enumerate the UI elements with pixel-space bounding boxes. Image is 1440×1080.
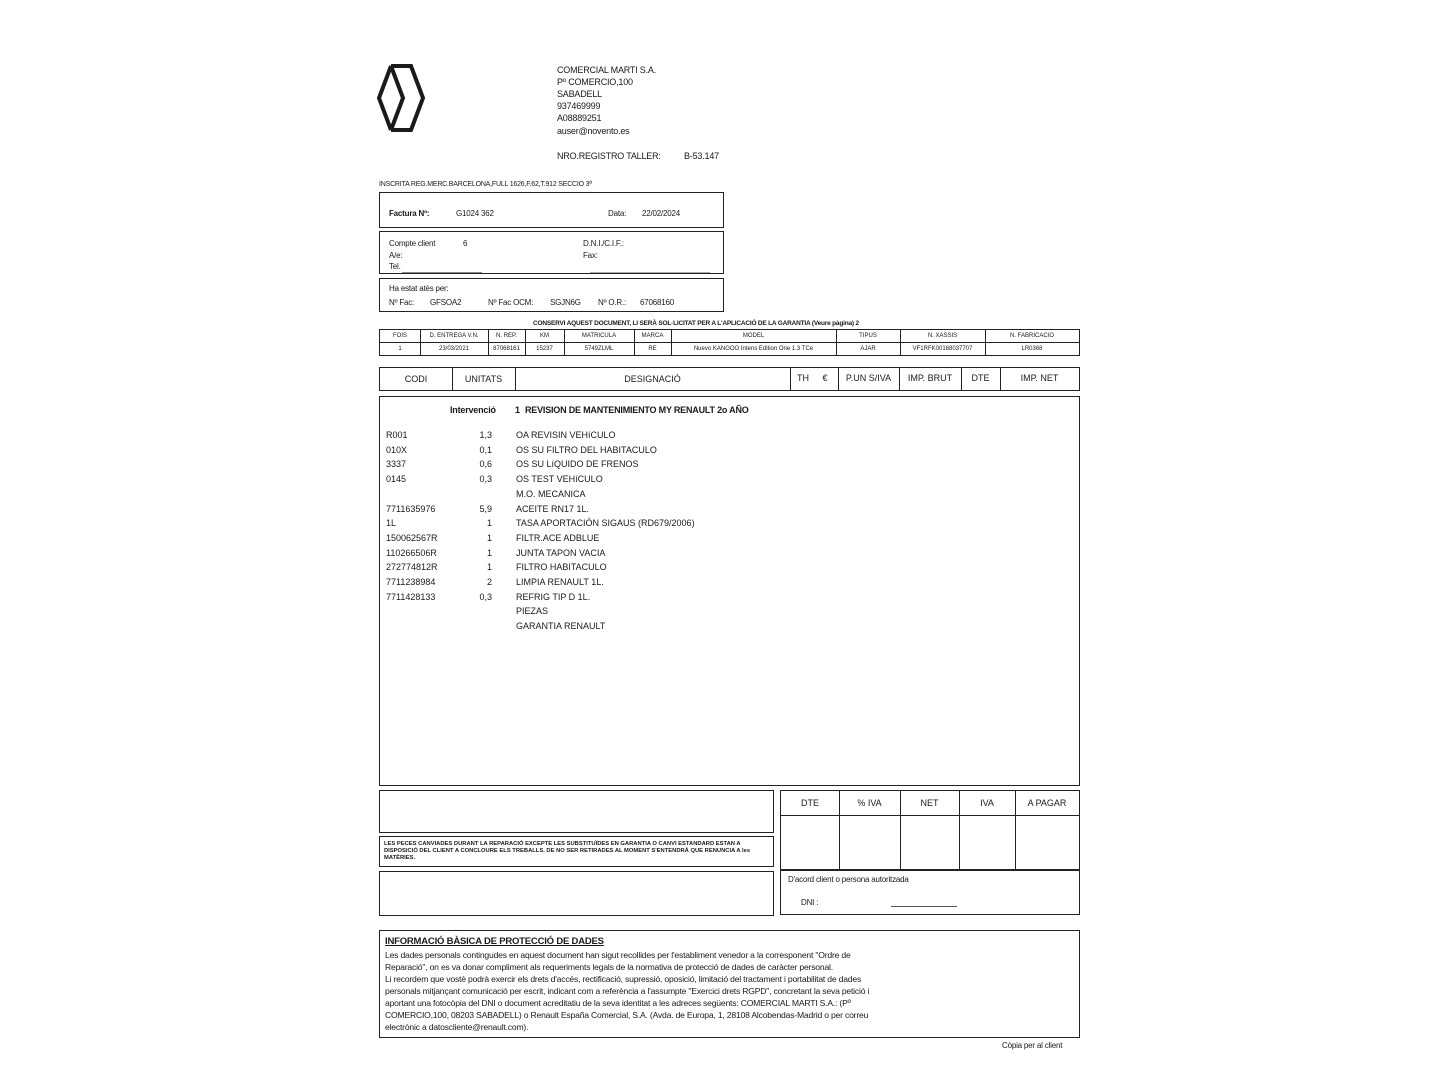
lines-body xyxy=(379,396,1080,786)
company-email: auser@novento.es xyxy=(557,126,630,136)
parts-notice: LES PECES CANVIADES DURANT LA REPARACIÓ EXCEPTE LES SUBSTITUÏDES EN GARANTIA O CANVI ESTANDARD ESTAN A DISPOSICIÓ DEL CLIENT A CONCLOURE ELS TREBALLS. DE NO SER RETIRADES AL MOMENT S'ENTENDRÀ QUE RENUNCIA A les MATÈRIES. xyxy=(384,841,751,861)
client-box xyxy=(379,231,724,274)
client-account-label: Compte client xyxy=(389,239,436,248)
signature-label: D'acord client o persona autoritzada xyxy=(788,875,909,884)
vehicle-header-model: MODEL xyxy=(742,333,765,339)
invoice-date-label: Data: xyxy=(608,209,627,218)
signature-box xyxy=(780,870,1080,915)
vehicle-table xyxy=(379,329,1080,356)
company-address: Pº COMERCIO,100 xyxy=(557,77,633,87)
header-currency: € xyxy=(822,373,828,383)
line-item: 110266506R 1 JUNTA TAPON VACIA xyxy=(386,547,606,558)
privacy-line: COMERCIO,100, 08203 SABADELL) o Renault España Comercial, S.A. (Avda. de Europa, 1, 28108 Alcobendas-Madrid o per correu xyxy=(385,1010,869,1020)
line-item: R001 1,3 OA REVISIN VEHíCULO xyxy=(386,430,616,440)
client-account-value: 6 xyxy=(463,239,468,248)
client-fax-label: Fax: xyxy=(583,251,598,260)
vehicle-value-brand: RE xyxy=(648,346,657,352)
attended-fac-value: GFSOA2 xyxy=(430,298,462,307)
totals-header-vat: IVA xyxy=(980,798,994,808)
line-item: PIEZAS xyxy=(516,606,549,617)
signature-dni-label: DNI : xyxy=(801,898,819,907)
signature-line xyxy=(891,906,957,907)
header-net: IMP. NET xyxy=(1020,373,1059,383)
company-name: COMERCIAL MARTI S.A. xyxy=(557,65,657,75)
invoice-number-value: G1024 362 xyxy=(456,209,494,218)
lines-header xyxy=(379,367,1080,391)
line-item: 1L 1 TASA APORTACIÓN SIGAUS (RD679/2006) xyxy=(386,518,695,529)
vehicle-value-type: AJAR xyxy=(860,346,876,352)
header-unit-price: P.UN S/IVA xyxy=(845,373,892,383)
attended-or-value: 67068160 xyxy=(640,298,674,307)
vehicle-header-km: KM xyxy=(540,333,549,339)
company-phone: 937469999 xyxy=(557,101,601,111)
header-units: UNITATS xyxy=(464,374,503,384)
parts-notice-box xyxy=(379,836,774,867)
privacy-line: personals mitjançant comunicació per escrit, indicant com a referència a l'assumpte "Exercici drets RGPD", concretant la seva petició i xyxy=(385,986,870,996)
intervention-title: REVISION DE MANTENIMIENTO MY RENAULT 2o AÑO xyxy=(525,405,749,415)
line-item: 7711238984 2 LIMPIA RENAULT 1L. xyxy=(386,577,604,587)
attended-or-label: Nº O.R.: xyxy=(598,298,626,307)
vehicle-value-rep: 87068161 xyxy=(493,346,520,352)
vehicle-value-delivery: 23/03/2021 xyxy=(438,346,470,352)
header-th: TH xyxy=(797,373,809,383)
invoice-box xyxy=(379,192,724,228)
totals-header-net: NET xyxy=(920,798,939,808)
privacy-line: aportant una fotocòpia del DNI o document acreditatiu de la seva identitat a les adreces següents: COMERCIAL MARTI S.A.: (Pº xyxy=(385,998,851,1008)
line-item: 150062567R 1 FILTR.ACE ADBLUE xyxy=(386,532,600,543)
line-item: 0145 0,3 OS TEST VEHíCULO xyxy=(386,474,603,485)
vehicle-value-model: Nuevo KANGOO Intens Edition One 1.3 TCe xyxy=(693,346,814,352)
invoice-date-value: 22/02/2024 xyxy=(642,209,681,218)
attended-ocm-value: SGJN6G xyxy=(550,298,581,307)
attended-label: Ha estat atès per: xyxy=(389,284,449,293)
totals-header-vat-pct: % IVA xyxy=(857,798,882,808)
header-code: CODI xyxy=(404,374,428,384)
invoice-number-label: Factura Nº: xyxy=(389,209,430,218)
intervention-label: Intervenció xyxy=(450,405,496,415)
vehicle-value-fois: 1 xyxy=(398,346,402,352)
vehicle-header-chassis: N. XASSIS xyxy=(927,333,958,339)
totals-header-discount: DTE xyxy=(801,798,819,808)
line-item: 272774812R 1 FILTRO HABITACULO xyxy=(386,562,607,573)
line-item: 010X 0,1 OS SU FILTRO DEL HABITACULO xyxy=(386,444,657,455)
renault-logo-icon xyxy=(374,64,428,132)
vehicle-header-brand: MARCA xyxy=(641,333,664,339)
company-cif: A08889251 xyxy=(557,113,602,123)
vehicle-value-km: 15237 xyxy=(536,346,553,352)
intervention-number: 1 xyxy=(515,405,520,415)
workshop-registry-label: NRO.REGISTRO TALLER: xyxy=(557,151,661,161)
vehicle-value-chassis: VF1RFK00168037707 xyxy=(912,346,973,352)
vehicle-header-plate: MATRICULA xyxy=(581,333,617,339)
privacy-title: INFORMACIÓ BÀSICA DE PROTECCIÓ DE DADES xyxy=(385,936,604,947)
client-attn-label: A/e: xyxy=(389,251,403,260)
header-designation: DESIGNACIÓ xyxy=(624,374,681,384)
registry-note: INSCRITA REG.MERC.BARCELONA,FULL 1626,F.62,T.912 SECCIO 3ª xyxy=(379,181,592,188)
attended-fac-label: Nº Fac: xyxy=(389,298,415,307)
client-dni-label: D.N.I./C.I.F.: xyxy=(583,239,624,248)
totals-table xyxy=(780,790,1080,870)
privacy-line: electrònic a datoscliente@renault.com). xyxy=(385,1022,529,1032)
privacy-box xyxy=(379,930,1080,1038)
vehicle-value-manufacture: LR0368 xyxy=(1021,346,1043,352)
attended-ocm-label: Nº Fac OCM: xyxy=(488,298,534,307)
header-gross: IMP. BRUT xyxy=(907,373,953,383)
redaction-line xyxy=(402,272,482,273)
attended-box xyxy=(379,278,724,312)
redaction-line xyxy=(590,272,710,273)
vehicle-value-plate: 5749ZLML xyxy=(584,346,614,352)
remarks-box xyxy=(379,790,774,833)
line-item: M.O. MECANICA xyxy=(516,488,586,499)
privacy-line: Les dades personals contingudes en aquest document han sigut recollides per l'establiment venedor a la corresponent "Ordre de xyxy=(385,950,851,960)
privacy-line: Li recordem que vostè podrà exercir els drets d'accés, rectificació, supressió, oposició, limitació del tractament i portabilitat de dades xyxy=(385,974,862,984)
line-item: 3337 0,6 OS SU LíQUIDO DE FRENOS xyxy=(386,459,639,470)
vehicle-header-type: TIPUS xyxy=(859,333,877,339)
header-discount: DTE xyxy=(971,373,990,383)
warranty-notice: CONSERVI AQUEST DOCUMENT, LI SERÀ SOL·LICITAT PER A L'APLICACIÓ DE LA GARANTIA (Veure pàgina) 2 xyxy=(533,320,859,327)
notes-box xyxy=(379,871,774,916)
vehicle-header-rep: N. REP. xyxy=(496,333,517,339)
vehicle-header-manufacture: N. FABRICACIO xyxy=(1009,333,1054,339)
company-city: SABADELL xyxy=(557,89,602,99)
vehicle-header-delivery: D. ENTREGA V.N. xyxy=(429,333,479,339)
client-tel-label: Tel. xyxy=(389,262,401,271)
copy-label: Còpia per al client xyxy=(1002,1041,1063,1050)
workshop-registry-value: B-53.147 xyxy=(684,151,719,161)
totals-header-to-pay: A PAGAR xyxy=(1027,798,1067,808)
privacy-line: Reparació", on es va donar compliment als requeriments legals de la normativa de protecció de dades de caràcter personal. xyxy=(385,962,833,972)
vehicle-header-fois: FOIS xyxy=(392,333,407,339)
line-item: GARANTIA RENAULT xyxy=(516,621,606,632)
line-item: 7711635976 5,9 ACEITE RN17 1L. xyxy=(386,503,590,514)
line-item: 7711428133 0,3 REFRIG TIP D 1L. xyxy=(386,591,591,602)
